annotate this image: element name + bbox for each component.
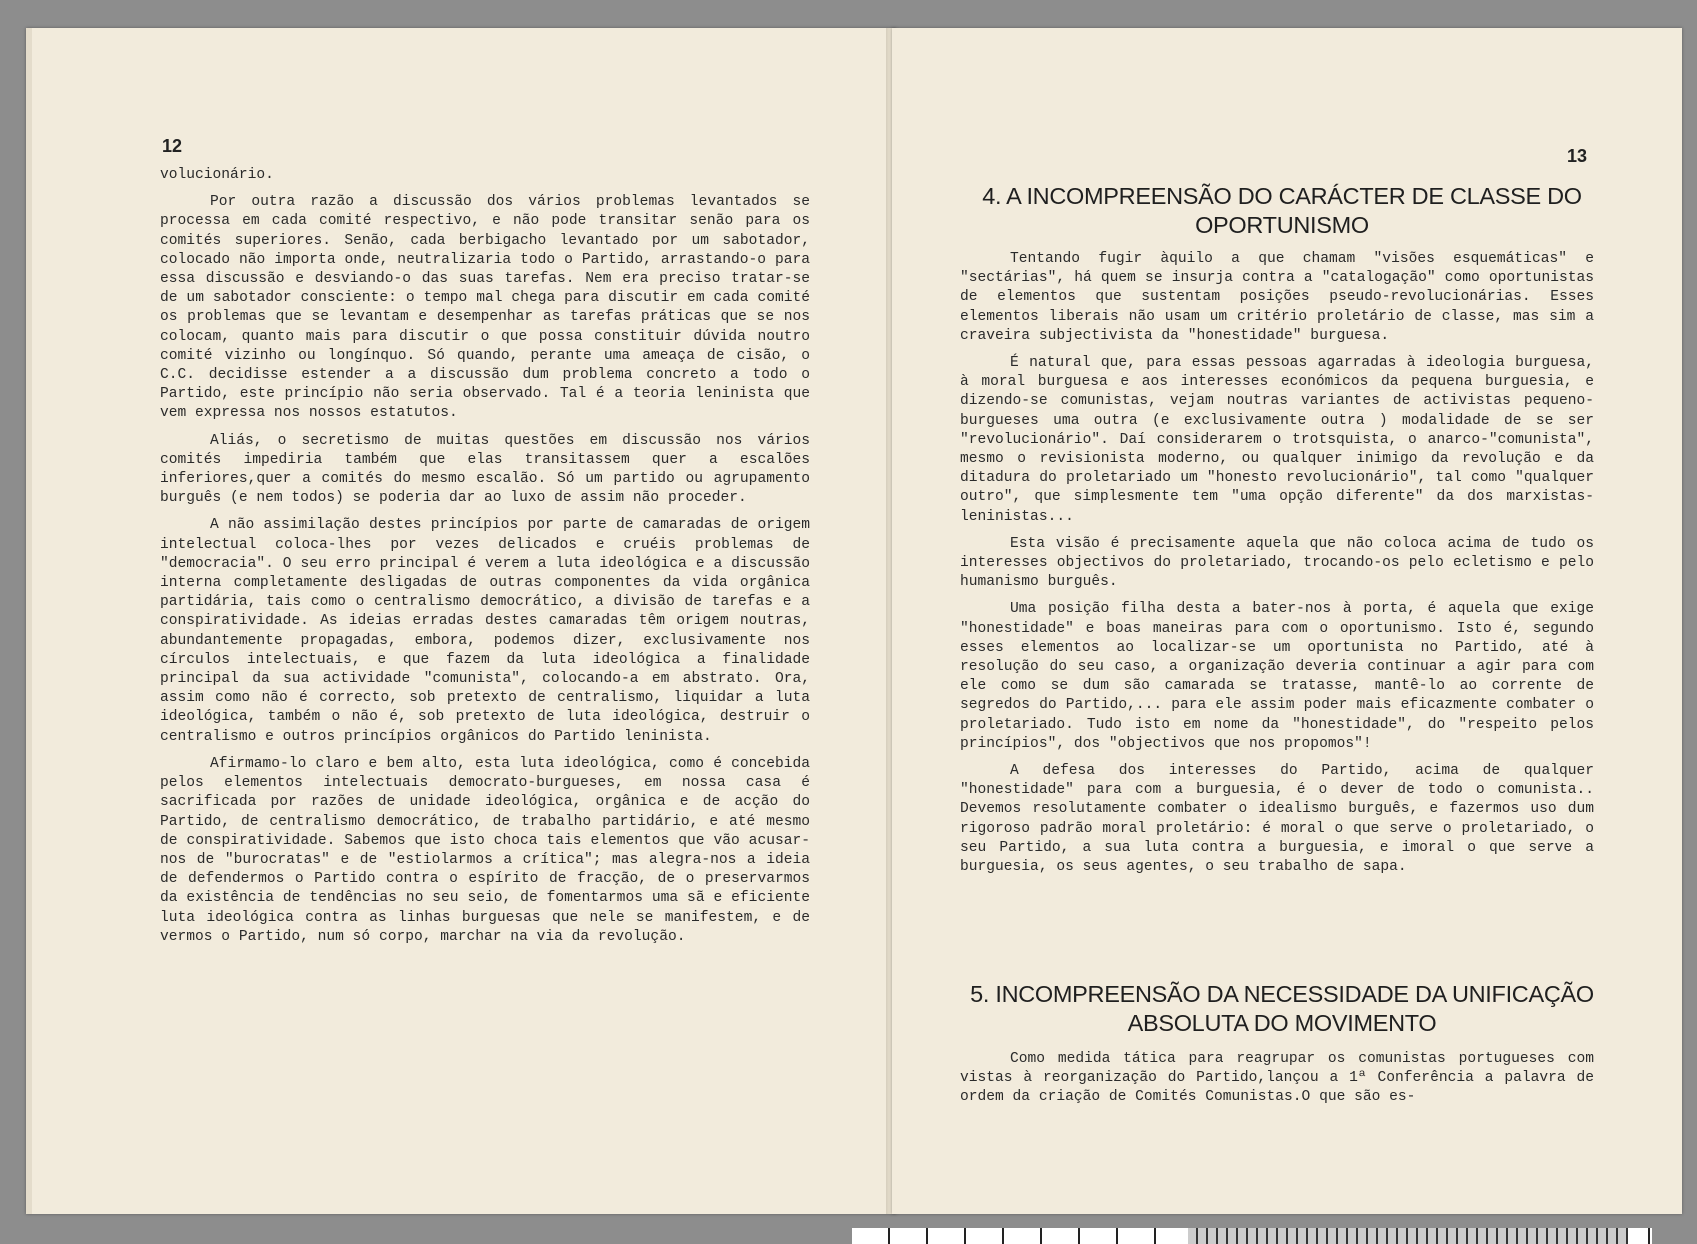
paragraph: volucionário.: [160, 167, 274, 183]
paragraph: Tentando fugir àquilo a que chamam "visões esquemáticas" e "sectárias", há quem se insurja contra a "catalogação" como oportunistas de elementos que sustentam posições pseudo-revolucionárias. Esses elementos liberais não usam um critério proletário de classe, mas sim a craveira subjectivista da "honestidade" burguesa.: [960, 251, 1594, 344]
paragraph: A não assimilação destes princípios por parte de camaradas de origem intelectual coloca-lhes por vezes delicados e cruéis problemas de "democracia". O seu erro principal é verem a luta ideológica e a discussão interna completamente desligadas de outras componentes da vida orgânica partidária, tais como o centralismo democrático, a divisão de tarefas e a conspiratividade. As ideias erradas destes camaradas têm origem noutras, abundantemente propagadas, embora, podemos dizer, exclusivamente nos círculos intelectuais, e que fazem da luta ideológica a finalidade principal da sua actividade "comunista", colocando-a em abstrato. Ora, assim como não é correcto, sob pretexto de centralismo, liquidar a luta ideológica, também o não é, sob pretexto de luta ideológica, destruir o centralismo e outros princípios orgânicos do Partido leninista.: [160, 517, 810, 745]
right-page-text: [960, 250, 1594, 885]
open-book: [20, 28, 1680, 1228]
section-4-heading: 4. A INCOMPREENSÃO DO CARÁCTER DE CLASSE DO OPORTUNISMO: [982, 183, 1582, 238]
paragraph: A defesa dos interesses do Partido, acima de qualquer "honestidade" para com a burguesia, é o dever de todo o comunista.. Devemos resolutamente combater o idealismo burguês, e fazermos uso dum rigoroso padrão moral proletário: é moral o que serve o proletariado, o seu Partido, a sua luta contra a burguesia, e imoral o que serve a burguesia, os seus agentes, o seu trabalho de sapa.: [960, 763, 1594, 876]
left-page: [26, 28, 896, 1214]
paragraph: Como medida tática para reagrupar os comunistas portugueses com vistas à reorganização do Partido,lançou a 1ª Conferência a palavra de ordem da criação de Comités Comunistas.O que são es-: [960, 1051, 1594, 1106]
scale-ruler-dark: [1188, 1228, 1628, 1244]
left-page-text: [160, 166, 810, 955]
right-page-number: 13: [1566, 146, 1587, 166]
paragraph: Por outra razão a discussão dos vários problemas levantados se processa em cada comité respectivo, e não pode transitar senão para os comités superiores. Senão, cada berbigacho levantado por um sabotador, colocado não importa onde, neutralizaria todo o Partido, arrastando-o para essa discussão e desviando-o das suas tarefas. Nem era preciso tratar-se de um sabotador consciente: o tempo mal chega para discutir em cada comité os problemas que se levantam e desempenhar as tarefas práticas que se nos colocam, quanto mais para discutir o que possa constituir dúvida noutro comité vizinho ou longínquo. Só quando, perante uma ameaça de cisão, o C.C. decidisse estender a a discussão dum problema concreto a todo o Partido, este princípio não seria observado. Tal é a teoria leninista que vem expressa nos nossos estatutos.: [160, 194, 810, 422]
section-5-heading: 5. INCOMPREENSÃO DA NECESSIDADE DA UNIFICAÇÃO ABSOLUTA DO MOVIMENTO: [970, 981, 1594, 1036]
section-5-text: [960, 1050, 1594, 1116]
right-page: [892, 28, 1682, 1214]
paragraph: É natural que, para essas pessoas agarradas à ideologia burguesa, à moral burguesa e aos interesses económicos da pequena burguesia, e dizendo-se comunistas, vejam noutras variantes de activistas pequeno-burgueses uma outra (e exclusivamente outra ) modalidade de se ser "revolucionário". Daí considerarem o trotsquista, o anarco-"comunista", mesmo o revisionista moderno, ou qualquer inimigo da revolução e da ditadura do proletariado um "honesto revolucionário", tal como "qualquer outro", que simplesmente tem "uma opção diferente" da dos marxistas-leninistas...: [960, 355, 1594, 525]
paragraph: Aliás, o secretismo de muitas questões em discussão nos vários comités impediria também que elas transitassem quer a escalões inferiores,quer a comités do mesmo escalão. Só um partido ou agrupamento burguês (e nem todos) se poderia dar ao luxo de assim não proceder.: [160, 432, 810, 507]
left-page-number: 12: [162, 136, 183, 156]
paragraph: Afirmamo-lo claro e bem alto, esta luta ideológica, como é concebida pelos elementos intelectuais democrato-burgueses, em nossa casa é sacrificada por razões de unidade ideológica, orgânica e de acção do Partido, de centralismo democrático, de trabalho partidário, e até mesmo de conspiratividade. Sabemos que isto choca tais elementos que vão acusar-nos de "burocratas" e de "estiolarmos a crítica"; mas alegra-nos a ideia de defendermos o Partido contra o espírito de fracção, de o preservarmos da existência de tendências no seu seio, de fomentarmos uma sã e eficiente luta ideológica contra as linhas burguesas que nele se manifestem, e de vermos o Partido, num só corpo, marchar na via da revolução.: [160, 755, 810, 945]
paragraph: Esta visão é precisamente aquela que não coloca acima de tudo os interesses objectivos do proletariado, trocando-os pelo ecletismo e pelo humanismo burguês.: [960, 535, 1594, 591]
paragraph: Uma posição filha desta a bater-nos à porta, é aquela que exige "honestidade" e boas maneiras para com o oportunismo. Isto é, segundo esses elementos ao localizar-se um oportunista no Partido, até à resolução do seu caso, a organização deveria continuar a agir para com ele como se dum são camarada se tratasse, mantê-lo ao corrente de segredos do Partido,... para ele assim poder mais eficazmente combater o proletariado. Tudo isto em nome da "honestidade", do "respeito pelos princípios", dos "objectivos que nos propomos"!: [960, 601, 1594, 752]
